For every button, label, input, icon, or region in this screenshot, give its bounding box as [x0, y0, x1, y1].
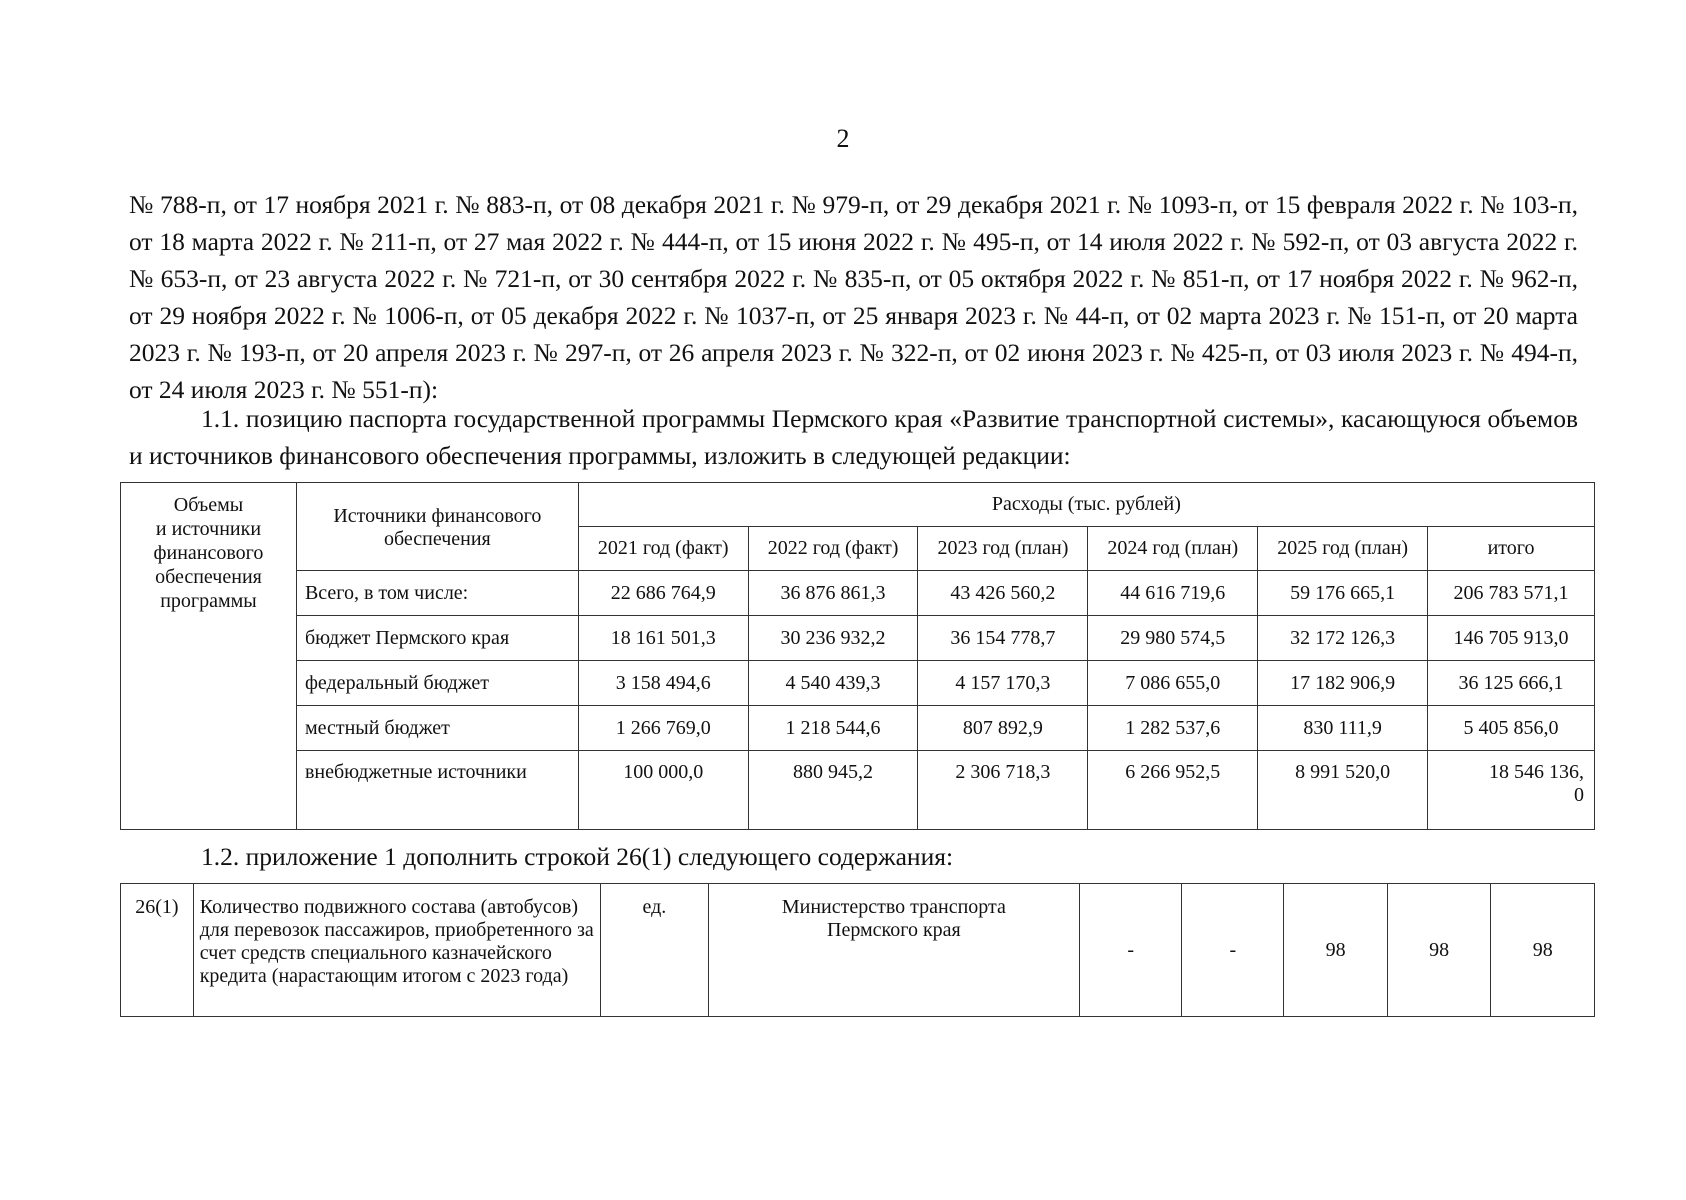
source-name: местный бюджет	[296, 706, 578, 751]
table-cell: 7 086 655,0	[1088, 661, 1258, 706]
paragraph-1-1: 1.1. позицию паспорта государственной программы Пермского края «Развитие транспортной системы», касающуюся объемов и источников финансового обеспечения программы, изложить в следующей редакции:	[129, 404, 1578, 470]
indicator-unit: ед.	[601, 884, 708, 1017]
table-cell: 22 686 764,9	[578, 571, 748, 616]
table-cell: 1 282 537,6	[1088, 706, 1258, 751]
year-header: 2023 год (план)	[918, 527, 1088, 571]
source-name: бюджет Пермского края	[296, 616, 578, 661]
table-cell: 206 783 571,1	[1428, 571, 1595, 616]
indicator-value: -	[1182, 884, 1284, 1017]
table-cell: 4 157 170,3	[918, 661, 1088, 706]
table-cell: 36 154 778,7	[918, 616, 1088, 661]
table-cell: 36 125 666,1	[1428, 661, 1595, 706]
table-cell: 807 892,9	[918, 706, 1088, 751]
table-row	[121, 751, 1595, 830]
paragraph-1-2: 1.2. приложение 1 дополнить строкой 26(1) следующего содержания:	[201, 842, 954, 871]
source-name: внебюджетные источники	[296, 751, 578, 830]
year-header: 2024 год (план)	[1088, 527, 1258, 571]
source-header: Источники финансового обеспечения	[296, 483, 578, 571]
table-cell: 4 540 439,3	[748, 661, 918, 706]
indicator-organization: Министерство транспорта Пермского края	[708, 884, 1080, 1017]
year-header: 2022 год (факт)	[748, 527, 918, 571]
table-cell: 29 980 574,5	[1088, 616, 1258, 661]
indicator-id: 26(1)	[121, 884, 194, 1017]
page-number: 2	[836, 124, 850, 153]
year-header: 2021 год (факт)	[578, 527, 748, 571]
table-cell: 880 945,2	[748, 751, 918, 830]
indicator-value: 98	[1491, 884, 1595, 1017]
finance-row-label: Объемы и источники финансового обеспечения программы	[121, 483, 297, 830]
table-cell: 830 111,9	[1258, 706, 1428, 751]
source-name: федеральный бюджет	[296, 661, 578, 706]
indicator-value: -	[1080, 884, 1182, 1017]
table-row	[121, 661, 1595, 706]
table-cell: 17 182 906,9	[1258, 661, 1428, 706]
table-cell: 59 176 665,1	[1258, 571, 1428, 616]
indicator-description: Количество подвижного состава (автобусов) для перевозок пассажиров, приобретенного за счет средств специального казначейского кредита (нарастающим итогом с 2023 года)	[193, 884, 600, 1017]
table-cell: 1 218 544,6	[748, 706, 918, 751]
table-cell: 1 266 769,0	[578, 706, 748, 751]
indicator-value: 98	[1387, 884, 1491, 1017]
table-cell: 18 546 136, 0	[1428, 751, 1595, 830]
indicator-value: 98	[1284, 884, 1388, 1017]
table-row	[121, 706, 1595, 751]
table-row	[121, 884, 1595, 1017]
table-cell: 32 172 126,3	[1258, 616, 1428, 661]
table-cell: 36 876 861,3	[748, 571, 918, 616]
table-cell: 6 266 952,5	[1088, 751, 1258, 830]
year-header: 2025 год (план)	[1258, 527, 1428, 571]
expenses-header: Расходы (тыс. рублей)	[578, 483, 1594, 527]
table-cell: 18 161 501,3	[578, 616, 748, 661]
table-cell: 5 405 856,0	[1428, 706, 1595, 751]
intro-paragraph: № 788-п, от 17 ноября 2021 г. № 883-п, от 08 декабря 2021 г. № 979-п, от 29 декабря 2021 г. № 1093-п, от 15 февраля 2022 г. № 103-п, от 18 марта 2022 г. № 211-п, от 27 мая 2022 г. № 444-п, от 15 июня 2022 г. № 495-п, от 14 июля 2022 г. № 592-п, от 03 августа 2022 г. № 653-п, от 23 августа 2022 г. № 721-п, от 30 сентября 2022 г. № 835-п, от 05 октября 2022 г. № 851-п, от 17 ноября 2022 г. № 962-п, от 29 ноября 2022 г. № 1006-п, от 05 декабря 2022 г. № 1037-п, от 25 января 2023 г. № 44-п, от 02 марта 2023 г. № 151-п, от 20 марта 2023 г. № 193-п, от 20 апреля 2023 г. № 297-п, от 26 апреля 2023 г. № 322-п, от 02 июня 2023 г. № 425-п, от 03 июля 2023 г. № 494-п, от 24 июля 2023 г. № 551-п):	[129, 190, 1578, 404]
table-cell: 146 705 913,0	[1428, 616, 1595, 661]
table-cell: 44 616 719,6	[1088, 571, 1258, 616]
indicator-table	[120, 883, 1595, 1017]
source-name: Всего, в том числе:	[296, 571, 578, 616]
finance-table	[120, 482, 1595, 830]
table-cell: 100 000,0	[578, 751, 748, 830]
table-cell: 2 306 718,3	[918, 751, 1088, 830]
table-cell: 43 426 560,2	[918, 571, 1088, 616]
total-header: итого	[1428, 527, 1595, 571]
table-cell: 30 236 932,2	[748, 616, 918, 661]
table-row	[121, 571, 1595, 616]
table-row	[121, 616, 1595, 661]
table-cell: 3 158 494,6	[578, 661, 748, 706]
table-cell: 8 991 520,0	[1258, 751, 1428, 830]
